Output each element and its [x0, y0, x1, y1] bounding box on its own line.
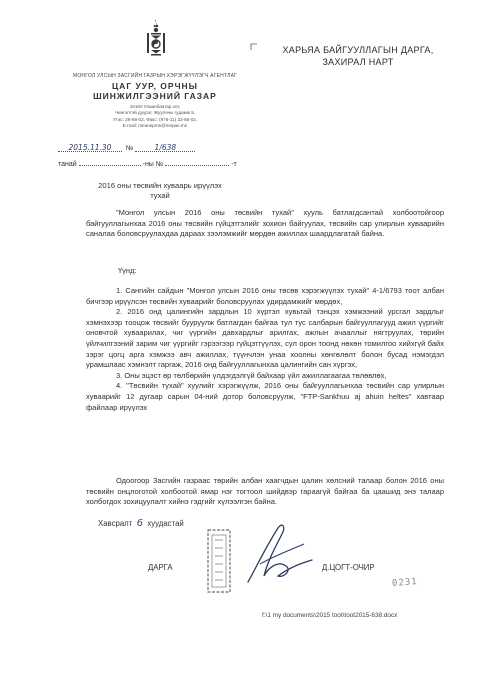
where-label: Үүнд:	[118, 266, 137, 275]
address-line: 15160 Улаанбаатар хот,	[129, 104, 181, 109]
letter-items	[86, 286, 444, 413]
appendix-count: 6	[136, 518, 144, 529]
item-1: 1. Сангийн сайдын "Монгол улсын 2016 оны төсөв хэрэгжүүлэх тухай" 4-1/6793 тоот албан бичгээр ирүүлсэн төсвийн хуваарийг боловсруулах удирдамжийг мөрдөх,	[86, 286, 444, 306]
subject-line2: тухай	[150, 191, 170, 200]
organization-name-line2: ШИНЖИЛГЭЭНИЙ ГАЗАР	[93, 91, 217, 101]
government-agency-line: МОНГОЛ УЛСЫН ЗАСГИЙН ГАЗРЫН ХЭРЭГЖҮҮЛЭГЧ АГЕНТЛАГ	[72, 73, 238, 79]
registration-stamp-number: 0231	[391, 577, 419, 589]
appendix-label: Хавсралт	[98, 519, 133, 528]
item-4: 4. "Төсвийн тухай" хуулийг хэрэгжүүлж, 2016 оны байгууллагынхаа төсвийн сар улирлын хуваарийг 12 дугаар сарын 04-ний дотор боловсруулж, "FTP-Sankhuu aj ahuin heltes" хавтаар файлаар ирүүлэх	[86, 381, 444, 412]
address-line: E-mail: meanepms@mepae.mn	[122, 123, 188, 129]
recipient-line2: ЗАХИРАЛ НАРТ	[322, 57, 394, 67]
address-line: Чингэлтэй дүүрэг, Жуулчны гудамж 5,	[114, 110, 196, 116]
signatory-name: Д.ЦОГТ-ОЧИР	[322, 563, 375, 572]
outgoing-reference	[58, 143, 195, 152]
official-stamp-icon	[204, 526, 234, 596]
soyombo-emblem-icon	[144, 18, 168, 56]
number-label: №	[125, 145, 134, 152]
file-path: f:\1 my documents\2015 toot\toot2015-638.docx	[262, 612, 398, 619]
handwritten-signature-icon	[238, 520, 318, 586]
appendix-unit: хуудастай	[147, 519, 184, 528]
organization-name-line1: ЦАГ УУР, ОРЧНЫ	[111, 81, 199, 91]
where-label-block	[86, 266, 444, 277]
incoming-reference	[58, 157, 237, 168]
organization-address	[60, 104, 250, 130]
corner-bracket-icon	[250, 43, 258, 51]
subject-line1: 2016 оны төсвийн хуваарь ирүүлэх	[98, 181, 222, 190]
item-2: 2. 2016 онд цалингийн зардлын 10 хүртэл хувьтай тэнцэх хэмжээний урсгал зардлыг хэмнэхээр тооцож төсвийг бууруулж батлагдан байгаа тул тус салбарын байгууллагууд ажил үүргийг оновчтой хуваарилах, чиг үүргийн давхардлыг арилгах, ажлын ачааллыг нягтруулах, төрийн үйлчилгээний зарим чиг үүргийг гэрээгээр гүйцэтгүүлэх, сул орон тоонд нөхөн томилгоо хийхгүй байх зэрэг цогц арга хэмжээ авч ажиллах, түүнчлэн унаа хоолны хөнгөлөлт болон бусад нэмэгдэл урамшлаас хэмнэлт гаргаж, 2016 онд байгууллагынхаа цалингийн сан хүргэх,	[86, 307, 444, 370]
letter-intro	[86, 208, 444, 240]
intro-paragraph: "Монгол улсын 2016 оны төсвийн тухай" хууль батлагдсантай холбоотойгоор байгууллагынхаа 2016 оны төсвийн гүйцэтгэлийг зохион байгуулах, төсвийн сар улирлын хуваарийн саналаа боловсруулахдаа дараах зээлэмжийг мөрдөн ажиллах шаардлагатай байна.	[86, 208, 444, 239]
to-middle-label: -ны №	[142, 161, 164, 168]
letter-subject	[70, 181, 250, 201]
address-line: Утас: 26-68-02, Факс: (976-11) 32-65-02,	[112, 116, 198, 122]
letter-closing	[86, 476, 444, 508]
recipient-block	[258, 44, 458, 68]
to-label: танай	[58, 161, 77, 168]
item-3: 3. Оны эцэст өр төлбөрийн үлдэгдэлгүй байхаар үйл ажиллагаагаа төлөвлөх,	[116, 370, 387, 380]
appendix-line	[98, 518, 184, 529]
recipient-line1: ХАРЬЯА БАЙГУУЛЛАГЫН ДАРГА,	[282, 45, 434, 55]
closing-paragraph: Одоогоор Засгийн газраас төрийн албан хаагчдын цалин хөлсний талаар болон 2016 оны төсвийн онцлоготой холбоотой ямар нэг тогтоол шийдвэр гараагүй байгаа ба цаашид энэ талаар холбогдох зохицуулалт хийнэ гэдгийг хүлээлгэн байна.	[86, 476, 444, 507]
letter-date: 2015.11.30	[68, 143, 112, 152]
to-suffix-label: -т	[231, 161, 237, 168]
signatory-title: ДАРГА	[148, 563, 173, 572]
letter-number: 1/638	[154, 143, 177, 152]
